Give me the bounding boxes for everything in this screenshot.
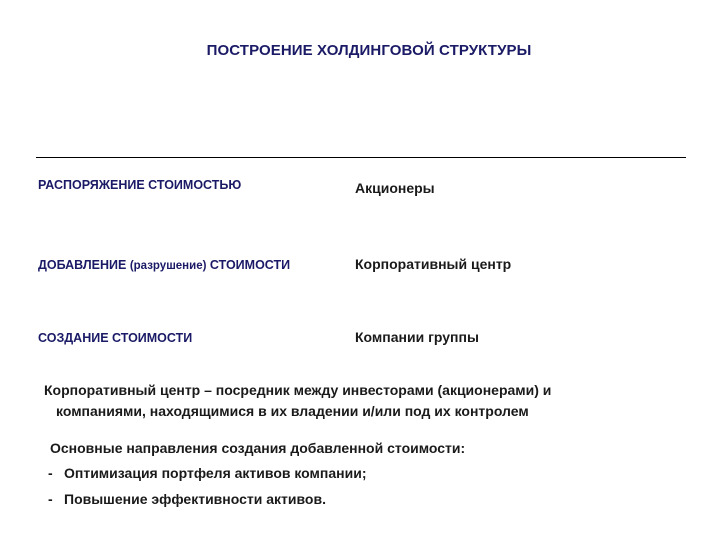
definition-line-2: компаниями, находящимися в их владении и/или под их контролем — [56, 403, 529, 419]
bullet-dash: - — [48, 465, 53, 481]
bullet-dash: - — [48, 491, 53, 507]
directions-title: Основные направления создания добавленной стоимости: — [50, 440, 466, 456]
level-label-text: СОЗДАНИЕ СТОИМОСТИ — [38, 331, 193, 345]
divider — [36, 157, 686, 158]
level-label-disposal — [38, 178, 241, 192]
list-item — [48, 491, 326, 507]
list-item — [48, 465, 366, 481]
level-label-creation — [38, 331, 192, 345]
definition-line-1: Корпоративный центр – посредник между инвесторами (акционерами) и — [44, 382, 552, 398]
level-label-addition — [38, 258, 290, 272]
level-label-text: РАСПОРЯЖЕНИЕ СТОИМОСТЬЮ — [38, 178, 242, 192]
level-actor-corporate-center: Корпоративный центр — [355, 256, 512, 272]
list-item-text: Оптимизация портфеля активов компании; — [64, 465, 367, 481]
level-actor-group-companies: Компании группы — [355, 329, 479, 345]
level-label-note: (разрушение) — [129, 260, 207, 272]
page-title: ПОСТРОЕНИЕ ХОЛДИНГОВОЙ СТРУКТУРЫ — [206, 42, 532, 59]
list-item-text: Повышение эффективности активов. — [64, 491, 326, 507]
level-label-text-end: СТОИМОСТИ — [209, 258, 291, 272]
level-actor-shareholders: Акционеры — [355, 180, 435, 196]
level-label-text: ДОБАВЛЕНИЕ — [38, 258, 127, 272]
